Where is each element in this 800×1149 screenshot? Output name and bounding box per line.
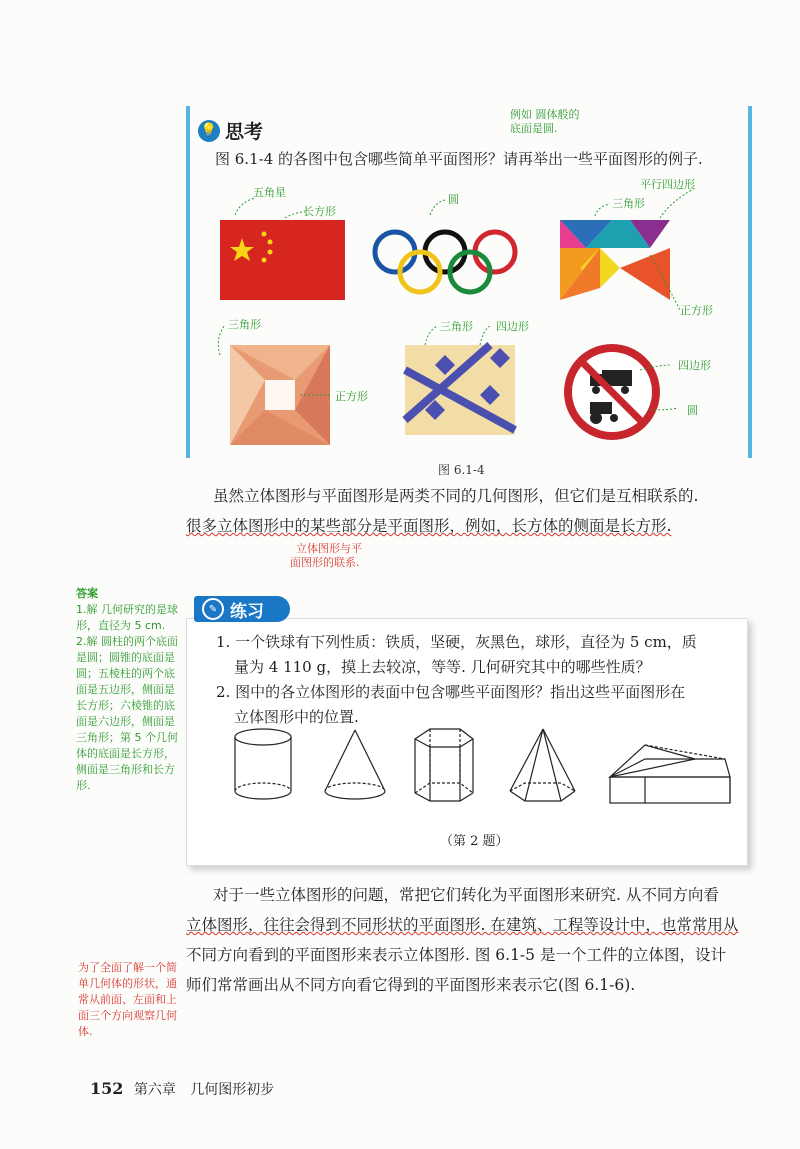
pencil-icon: ✎ [202,598,224,620]
exercise-caption: （第 2 题） [440,834,509,849]
label-triangle2: 三角形 [228,318,261,331]
top-note [510,108,580,136]
link-note-line2: 面图形的联系. [290,556,360,569]
lightbulb-icon: 💡 [198,120,220,142]
para2-line2-text: 立体图形，往往会得到不同形状的平面图形. 在建筑、工程等设计中，也常常用从 [186,916,739,934]
para1-line2: 很多立体图形中的某些部分是平面图形，例如，长方体的侧面是长方形. [186,517,672,535]
solids-figure [225,725,745,810]
exercise-item1-line2: 量为 4 110 g，摸上去较凉，等等. 几何研究其中的哪些性质？ [234,658,651,676]
para2-line2 [186,910,766,940]
figure-caption: 图 6.1-4 [438,463,485,477]
house-prism-shape [610,745,730,803]
think-heading [198,117,263,144]
exercise-tab-label: 练习 [230,601,264,622]
side-answer-2: 2.解 圆柱的两个底面是圆；圆锥的底面是圆；五棱柱的两个底面是五边形，侧面是长方形；六棱锥的底面是六边形，侧面是三角形；第 5 个几何体的底面是长方形，侧面是三角形和长方形. [76,635,178,792]
hexagonal-pyramid-shape [510,729,575,801]
exercise-item2-line1: 2. 图中的各立体图形的表面中包含哪些平面图形？指出这些平面图形在 [216,683,686,701]
china-flag-image [220,220,345,300]
label-parallelogram: 平行四边形 [640,178,695,191]
chapter-label: 第六章 [133,1082,176,1098]
pentagonal-prism-shape [415,729,473,801]
square-swirl-image [230,345,330,445]
para2-line4: 师们常常画出从不同方向看它得到的平面图形来表示它(图 6.1-6). [186,976,636,994]
side-answer-header: 答案 [76,587,98,600]
think-title: 思考 [225,121,264,143]
label-triangle3: 三角形 [440,320,473,333]
left-note: 为了全面了解一个简单几何体的形状，通常从前面、左面和上面三个方向观察几何体. [78,961,177,1038]
exercise-item1-line1: 1. 一个铁球有下列性质：铁质，坚硬，灰黑色，球形，直径为 5 cm，质 [216,633,697,651]
exercise-tab [194,596,290,622]
exercise-item1 [216,630,736,680]
label-triangle1: 三角形 [612,197,645,210]
link-note-line1: 立体图形与平 [296,542,362,555]
top-note-line1: 例如 圆体般的 [510,108,580,121]
chapter-title: 几何图形初步 [190,1082,275,1098]
side-answer-1: 1.解 几何研究的是球形，直径为 5 cm. [76,603,178,632]
page-number: 152 [90,1079,124,1098]
no-tractor-sign-image [568,348,656,436]
label-quad2: 四边形 [678,359,711,372]
para1-line1: 虽然立体图形与平面图形是两类不同的几何图形，但它们是互相联系的. [213,487,699,505]
label-circle2: 圆 [687,404,698,417]
tile-pattern-image [405,345,515,435]
label-quad1: 四边形 [496,320,529,333]
tangram-image [560,220,670,300]
top-note-line2: 底面是圆. [510,122,558,135]
label-rect: 长方形 [303,205,336,218]
label-circle: 圆 [448,193,459,206]
label-square1: 正方形 [680,304,713,317]
olympic-rings-image [375,232,515,292]
cylinder-shape [235,729,291,799]
side-answer [76,586,180,794]
para2-line1: 对于一些立体图形的问题，常把它们转化为平面图形来研究. 从不同方向看 [213,886,719,904]
page-footer [90,1079,274,1099]
para2-line3: 不同方向看到的平面图形来表示立体图形. 图 6.1-5 是一个工件的立体图，设计 [186,946,726,964]
think-question: 图 6.1-4 的各图中包含哪些简单平面图形？请再举出一些平面图形的例子. [215,150,703,168]
exercise-item2 [216,680,736,730]
label-star: 五角星 [253,186,286,199]
figure-6-1-4 [200,180,730,445]
exercise-item2-line2: 立体图形中的位置. [234,708,359,726]
link-note [290,542,362,570]
label-square2: 正方形 [335,390,368,403]
cone-shape [325,730,385,799]
